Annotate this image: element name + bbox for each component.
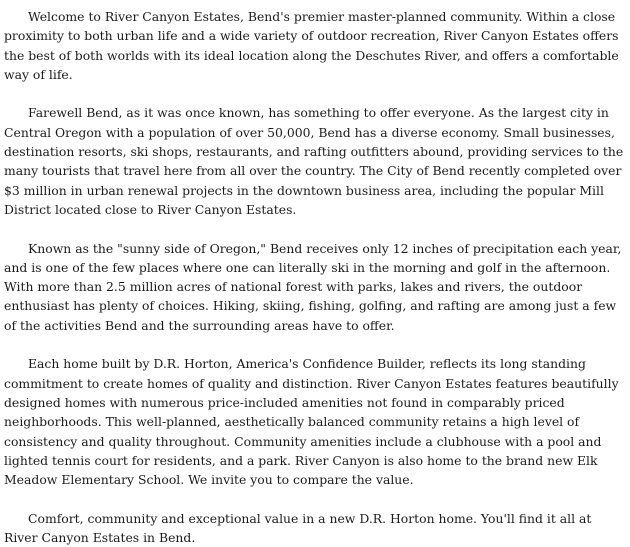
paragraph-farewell-bend: Farewell Bend, as it was once known, has something to offer everyone. As the largest city in Central Oregon with a population of over 50,000, Bend has a diverse economy. Small businesses, destination resorts, ski shops, restaurants, and rafting outfitters abound, providing services to the many tourists that travel here from all over the country. The City of Bend recently completed over $3 million in urban renewal projects in the downtown business area, including the popular Mill District located close to River Canyon Estates. bbox=[4, 105, 624, 217]
paragraph-sunny-side: Known as the "sunny side of Oregon," Bend receives only 12 inches of precipitation each year, and is one of the few places where one can literally ski in the morning and golf in the afternoon. With more than 2.5 million acres of national forest with parks, lakes and rivers, the outdoor enthusiast has plenty of choices. Hiking, skiing, fishing, golfing, and rafting are among just a few of the activities Bend and the surrounding areas have to offer. bbox=[4, 240, 622, 333]
document-body bbox=[4, 7, 628, 547]
paragraph-welcome: Welcome to River Canyon Estates, Bend's premier master-planned community. Within a close proximity to both urban life and a wide variety of outdoor recreation, River Canyon Estates offers the best of both worlds with its ideal location along the Deschutes River, and offers a comfortable way of life. bbox=[4, 9, 619, 82]
paragraph-dr-horton: Each home built by D.R. Horton, America's Confidence Builder, reflects its long standing commitment to create homes of quality and distinction. River Canyon Estates features beautifully designed homes with numerous price-included amenities not found in comparably priced neighborhoods. This well-planned, aesthetically balanced community retains a high level of consistency and quality throughout. Community amenities include a clubhouse with a pool and lighted tennis court for residents, and a park. River Canyon is also home to the brand new Elk Meadow Elementary School. We invite you to compare the value. bbox=[4, 356, 619, 488]
paragraph-closing: Comfort, community and exceptional value in a new D.R. Horton home. You'll find it all at River Canyon Estates in Bend. bbox=[4, 510, 592, 546]
